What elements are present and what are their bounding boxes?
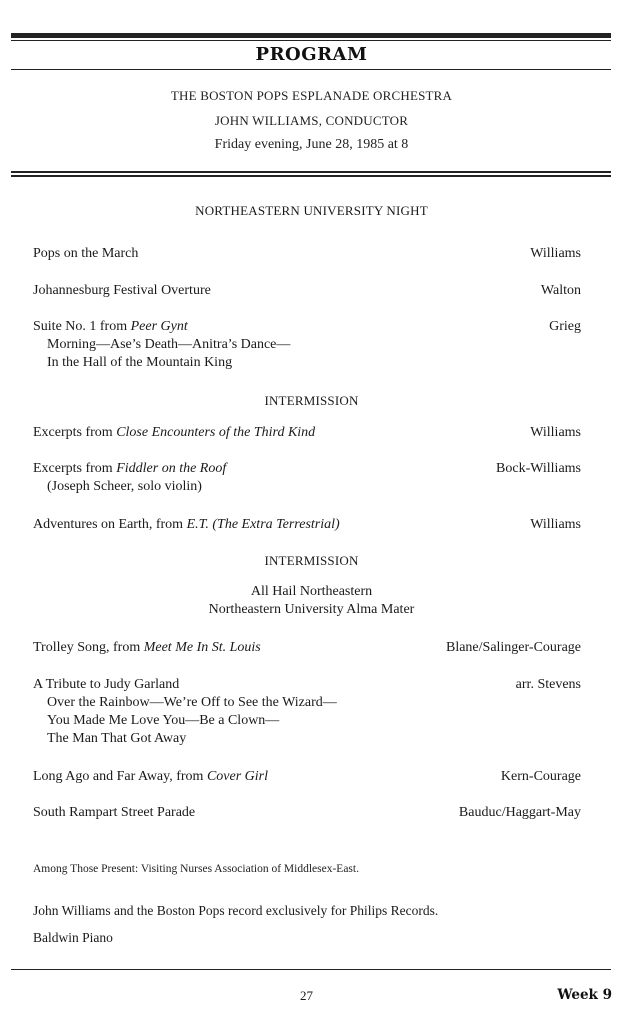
piece-title-prefix: Excerpts from [33, 425, 117, 440]
program-item [33, 424, 315, 442]
piece-subtitle: (Joseph Scheer, solo violin) [47, 479, 202, 494]
event-title: NORTHEASTERN UNIVERSITY NIGHT [195, 203, 428, 218]
piece-title-prefix: Excerpts from [33, 461, 117, 476]
top-thick-rule [11, 33, 611, 38]
composer: Walton [540, 283, 581, 298]
piece-subtitle: You Made Me Love You—Be a Clown— [47, 713, 280, 728]
piece-title-italic: E.T. (The Extra Terrestrial) [186, 517, 340, 532]
header-double-rule-bottom [11, 175, 611, 177]
piece-subtitle: Over the Rainbow—We’re Off to See the Wizard— [47, 695, 337, 710]
piece-title: Pops on the March [33, 246, 139, 261]
intermission-label: INTERMISSION [264, 553, 359, 568]
piece-title: Johannesburg Festival Overture [33, 283, 211, 298]
piece-title-prefix: Long Ago and Far Away, from [33, 769, 207, 784]
program-item [33, 768, 268, 786]
piece-title-italic: Cover Girl [206, 769, 269, 784]
piece-subtitle: The Man That Got Away [47, 731, 187, 746]
alma-mater-title: All Hail Northeastern [250, 584, 373, 599]
concert-date: Friday evening, June 28, 1985 at 8 [214, 137, 409, 152]
composer: Williams [530, 517, 581, 532]
program-item [33, 676, 337, 748]
piece-title-italic: Fiddler on the Roof [116, 461, 227, 476]
piece-title-prefix: Suite No. 1 from [33, 319, 131, 334]
program-item [33, 516, 340, 534]
piano-note: Baldwin Piano [33, 930, 113, 945]
piece-title-prefix: Trolley Song, from [33, 640, 144, 655]
page-number: 27 [300, 988, 313, 1003]
composer: Blane/Salinger-Courage [445, 640, 581, 655]
intermission-label: INTERMISSION [264, 393, 359, 408]
header-double-rule-top [11, 171, 611, 173]
program-item [33, 804, 195, 822]
footer-rule [11, 969, 611, 970]
conductor-name: JOHN WILLIAMS, CONDUCTOR [214, 113, 409, 128]
piece-title-italic: Peer Gynt [130, 319, 188, 334]
program-item [33, 639, 261, 657]
program-item [33, 460, 226, 496]
composer: Bauduc/Haggart-May [458, 805, 581, 820]
week-label: Week 9 [557, 987, 612, 1003]
composer: Kern-Courage [500, 769, 581, 784]
piece-title-prefix: Adventures on Earth, from [33, 517, 187, 532]
top-thin-rule [11, 40, 611, 41]
piece-title-italic: Meet Me In St. Louis [143, 640, 261, 655]
orchestra-name: THE BOSTON POPS ESPLANADE ORCHESTRA [170, 88, 453, 103]
among-those-present-note: Among Those Present: Visiting Nurses Association of Middlesex-East. [33, 863, 359, 875]
records-note: John Williams and the Boston Pops record exclusively for Philips Records. [33, 903, 439, 918]
piece-title-italic: Close Encounters of the Third Kind [116, 425, 316, 440]
composer: arr. Stevens [515, 677, 581, 692]
piece-title: South Rampart Street Parade [33, 805, 196, 820]
composer: Grieg [549, 319, 581, 334]
program-item [33, 245, 138, 263]
composer: Williams [530, 425, 581, 440]
composer: Bock-Williams [496, 461, 581, 476]
title-underline-rule [11, 69, 611, 70]
page-title: PROGRAM [255, 44, 368, 65]
alma-mater-subtitle: Northeastern University Alma Mater [208, 602, 415, 617]
program-item [33, 318, 290, 372]
program-item [33, 282, 211, 300]
piece-subtitle: In the Hall of the Mountain King [47, 355, 233, 370]
piece-subtitle: Morning—Ase’s Death—Anitra’s Dance— [47, 337, 291, 352]
composer: Williams [530, 246, 581, 261]
piece-title: A Tribute to Judy Garland [33, 677, 180, 692]
